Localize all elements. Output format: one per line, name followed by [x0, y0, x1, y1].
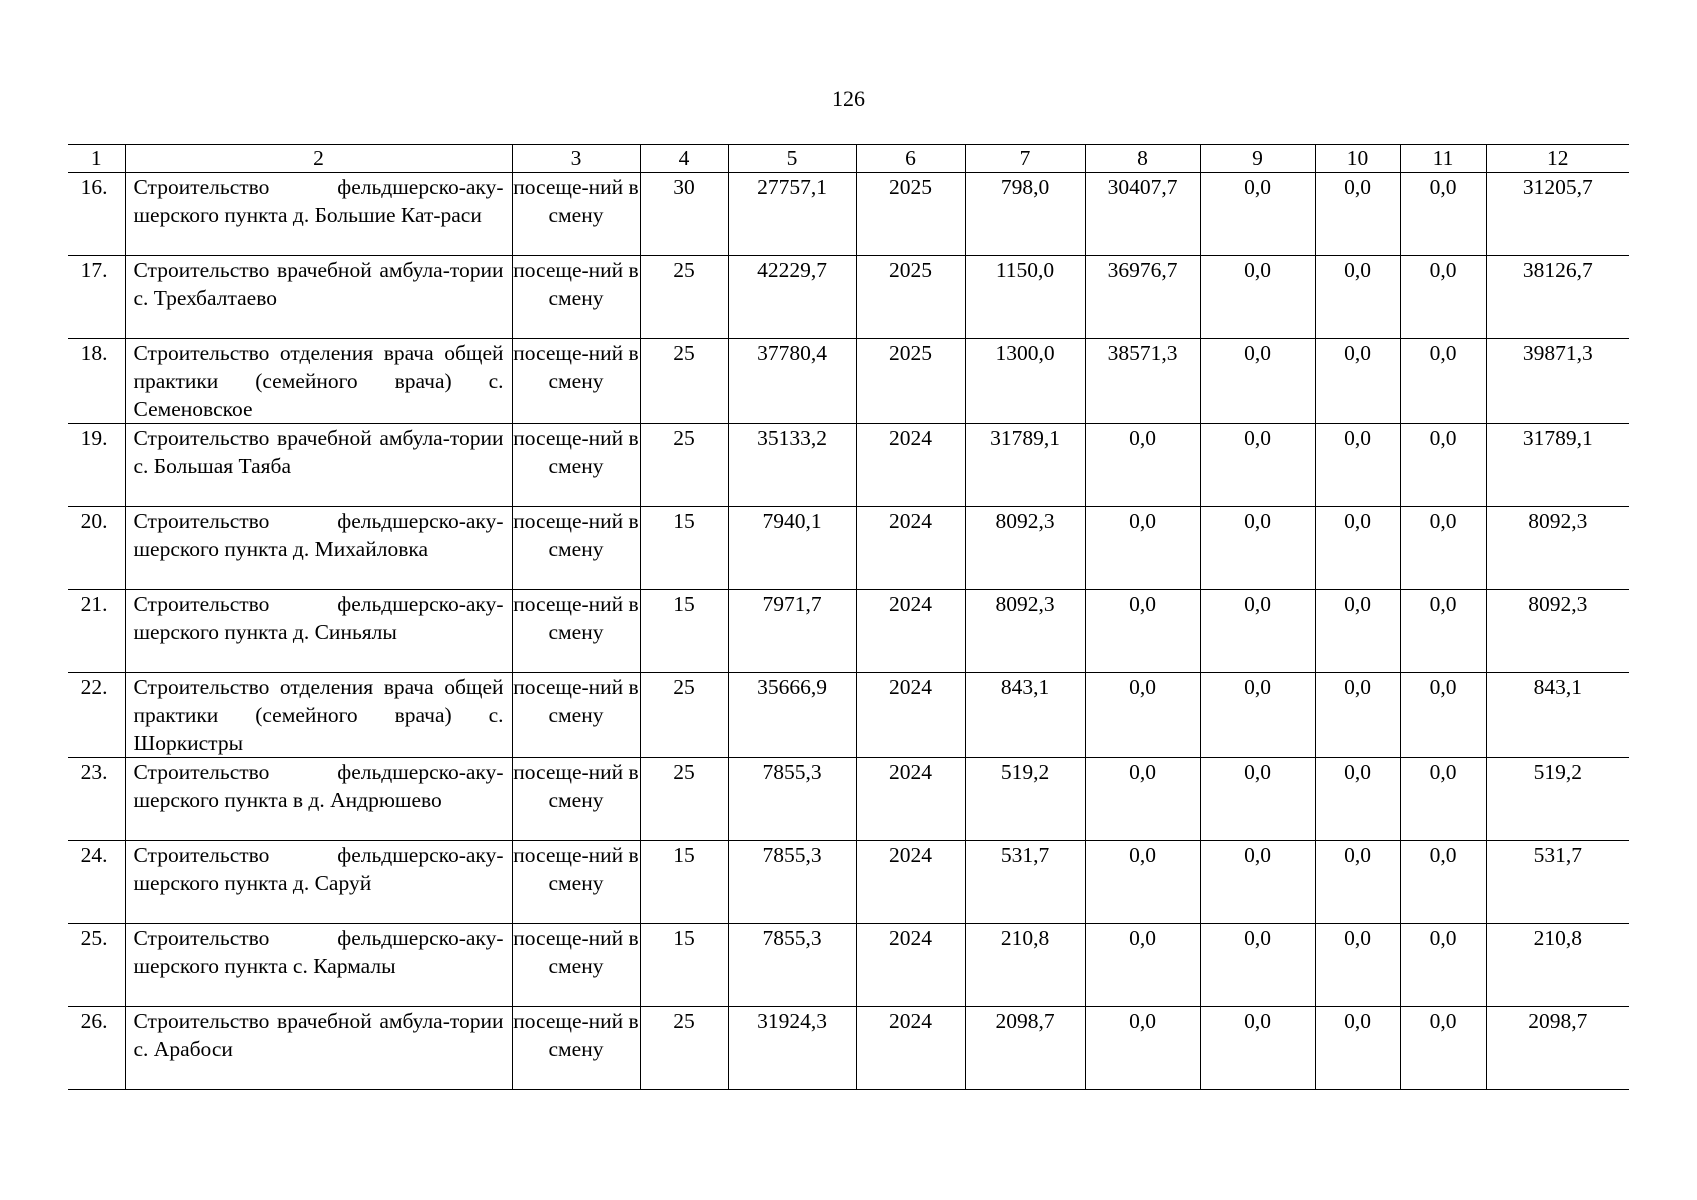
cell-col-9: 0,0	[1200, 173, 1315, 256]
cell-col-12: 39871,3	[1486, 339, 1629, 424]
cell-col-11: 0,0	[1400, 1007, 1486, 1090]
cell-col-7: 798,0	[965, 173, 1085, 256]
cell-col-9: 0,0	[1200, 673, 1315, 758]
cell-col-12: 210,8	[1486, 924, 1629, 1007]
column-header: 7	[965, 145, 1085, 173]
table-row	[68, 507, 1629, 590]
cell-col-11: 0,0	[1400, 339, 1486, 424]
cell-col-6: 2024	[856, 841, 965, 924]
project-name: Строительство врачебной амбула-тории с. Арабоси	[125, 1007, 512, 1090]
capacity-value: 25	[640, 339, 728, 424]
cell-col-12: 8092,3	[1486, 590, 1629, 673]
cell-col-6: 2025	[856, 173, 965, 256]
cell-col-9: 0,0	[1200, 758, 1315, 841]
column-header: 11	[1400, 145, 1486, 173]
cell-col-9: 0,0	[1200, 339, 1315, 424]
row-number: 21.	[68, 590, 125, 673]
project-name: Строительство врачебной амбула-тории с. Трехбалтаево	[125, 256, 512, 339]
cell-col-7: 2098,7	[965, 1007, 1085, 1090]
cell-col-6: 2025	[856, 256, 965, 339]
project-name: Строительство врачебной амбула-тории с. Большая Таяба	[125, 424, 512, 507]
page-number: 126	[832, 86, 865, 111]
cell-col-8: 36976,7	[1085, 256, 1200, 339]
cell-col-5: 7971,7	[728, 590, 856, 673]
cell-col-5: 31924,3	[728, 1007, 856, 1090]
cell-col-8: 0,0	[1085, 758, 1200, 841]
capacity-value: 25	[640, 673, 728, 758]
cell-col-5: 7855,3	[728, 841, 856, 924]
cell-col-10: 0,0	[1315, 339, 1400, 424]
cell-col-7: 843,1	[965, 673, 1085, 758]
cell-col-7: 1300,0	[965, 339, 1085, 424]
project-name: Строительство фельдшерско-аку-шерского пункта с. Кармалы	[125, 924, 512, 1007]
cell-col-12: 2098,7	[1486, 1007, 1629, 1090]
cell-col-12: 843,1	[1486, 673, 1629, 758]
cell-col-8: 0,0	[1085, 1007, 1200, 1090]
cell-col-10: 0,0	[1315, 590, 1400, 673]
row-number: 16.	[68, 173, 125, 256]
cell-col-8: 0,0	[1085, 424, 1200, 507]
cell-col-5: 35133,2	[728, 424, 856, 507]
cell-col-6: 2024	[856, 1007, 965, 1090]
cell-col-6: 2024	[856, 507, 965, 590]
cell-col-10: 0,0	[1315, 841, 1400, 924]
header-row	[68, 145, 1629, 173]
table-row	[68, 424, 1629, 507]
capacity-unit: посеще-ний в смену	[512, 758, 640, 841]
capacity-value: 15	[640, 924, 728, 1007]
project-name: Строительство фельдшерско-аку-шерского пункта д. Большие Кат-раси	[125, 173, 512, 256]
table-row	[68, 673, 1629, 758]
table-row	[68, 256, 1629, 339]
row-number: 22.	[68, 673, 125, 758]
cell-col-8: 0,0	[1085, 673, 1200, 758]
column-header: 5	[728, 145, 856, 173]
capacity-value: 25	[640, 256, 728, 339]
cell-col-9: 0,0	[1200, 590, 1315, 673]
cell-col-11: 0,0	[1400, 424, 1486, 507]
capacity-unit: посеще-ний в смену	[512, 339, 640, 424]
table-row	[68, 173, 1629, 256]
capacity-value: 25	[640, 1007, 728, 1090]
project-name: Строительство фельдшерско-аку-шерского пункта д. Михайловка	[125, 507, 512, 590]
cell-col-9: 0,0	[1200, 424, 1315, 507]
cell-col-6: 2024	[856, 424, 965, 507]
row-number: 23.	[68, 758, 125, 841]
cell-col-10: 0,0	[1315, 256, 1400, 339]
cell-col-5: 35666,9	[728, 673, 856, 758]
cell-col-8: 38571,3	[1085, 339, 1200, 424]
cell-col-11: 0,0	[1400, 173, 1486, 256]
cell-col-12: 8092,3	[1486, 507, 1629, 590]
cell-col-10: 0,0	[1315, 1007, 1400, 1090]
cell-col-10: 0,0	[1315, 424, 1400, 507]
cell-col-7: 210,8	[965, 924, 1085, 1007]
cell-col-11: 0,0	[1400, 758, 1486, 841]
cell-col-7: 31789,1	[965, 424, 1085, 507]
column-header: 1	[68, 145, 125, 173]
capacity-value: 15	[640, 841, 728, 924]
row-number: 24.	[68, 841, 125, 924]
capacity-unit: посеще-ний в смену	[512, 924, 640, 1007]
capacity-unit: посеще-ний в смену	[512, 673, 640, 758]
cell-col-8: 30407,7	[1085, 173, 1200, 256]
cell-col-8: 0,0	[1085, 507, 1200, 590]
cell-col-7: 519,2	[965, 758, 1085, 841]
cell-col-8: 0,0	[1085, 841, 1200, 924]
cell-col-7: 8092,3	[965, 590, 1085, 673]
cell-col-11: 0,0	[1400, 256, 1486, 339]
cell-col-11: 0,0	[1400, 590, 1486, 673]
cell-col-10: 0,0	[1315, 758, 1400, 841]
cell-col-9: 0,0	[1200, 841, 1315, 924]
construction-table	[68, 144, 1629, 1090]
column-header: 2	[125, 145, 512, 173]
capacity-unit: посеще-ний в смену	[512, 841, 640, 924]
cell-col-8: 0,0	[1085, 924, 1200, 1007]
column-header: 12	[1486, 145, 1629, 173]
cell-col-12: 519,2	[1486, 758, 1629, 841]
cell-col-5: 42229,7	[728, 256, 856, 339]
cell-col-11: 0,0	[1400, 507, 1486, 590]
cell-col-9: 0,0	[1200, 1007, 1315, 1090]
capacity-unit: посеще-ний в смену	[512, 1007, 640, 1090]
cell-col-11: 0,0	[1400, 924, 1486, 1007]
table-row	[68, 758, 1629, 841]
cell-col-6: 2024	[856, 924, 965, 1007]
row-number: 25.	[68, 924, 125, 1007]
row-number: 17.	[68, 256, 125, 339]
capacity-unit: посеще-ний в смену	[512, 173, 640, 256]
cell-col-6: 2025	[856, 339, 965, 424]
capacity-unit: посеще-ний в смену	[512, 424, 640, 507]
column-header: 3	[512, 145, 640, 173]
cell-col-9: 0,0	[1200, 507, 1315, 590]
cell-col-12: 38126,7	[1486, 256, 1629, 339]
cell-col-6: 2024	[856, 590, 965, 673]
cell-col-12: 531,7	[1486, 841, 1629, 924]
capacity-value: 30	[640, 173, 728, 256]
table-row	[68, 1007, 1629, 1090]
table-row	[68, 924, 1629, 1007]
project-name: Строительство отделения врача общей практики (семейного врача) с. Семеновское	[125, 339, 512, 424]
capacity-value: 25	[640, 424, 728, 507]
cell-col-7: 531,7	[965, 841, 1085, 924]
capacity-value: 15	[640, 507, 728, 590]
row-number: 26.	[68, 1007, 125, 1090]
cell-col-7: 1150,0	[965, 256, 1085, 339]
project-name: Строительство фельдшерско-аку-шерского пункта в д. Андрюшево	[125, 758, 512, 841]
column-header: 8	[1085, 145, 1200, 173]
capacity-unit: посеще-ний в смену	[512, 590, 640, 673]
capacity-value: 15	[640, 590, 728, 673]
cell-col-10: 0,0	[1315, 673, 1400, 758]
cell-col-10: 0,0	[1315, 507, 1400, 590]
table-row	[68, 590, 1629, 673]
cell-col-9: 0,0	[1200, 924, 1315, 1007]
cell-col-9: 0,0	[1200, 256, 1315, 339]
cell-col-11: 0,0	[1400, 673, 1486, 758]
capacity-unit: посеще-ний в смену	[512, 507, 640, 590]
cell-col-11: 0,0	[1400, 841, 1486, 924]
row-number: 19.	[68, 424, 125, 507]
cell-col-6: 2024	[856, 758, 965, 841]
cell-col-12: 31789,1	[1486, 424, 1629, 507]
cell-col-8: 0,0	[1085, 590, 1200, 673]
capacity-value: 25	[640, 758, 728, 841]
row-number: 20.	[68, 507, 125, 590]
cell-col-10: 0,0	[1315, 173, 1400, 256]
cell-col-12: 31205,7	[1486, 173, 1629, 256]
table-row	[68, 841, 1629, 924]
cell-col-10: 0,0	[1315, 924, 1400, 1007]
project-name: Строительство фельдшерско-аку-шерского пункта д. Синьялы	[125, 590, 512, 673]
capacity-unit: посеще-ний в смену	[512, 256, 640, 339]
cell-col-5: 27757,1	[728, 173, 856, 256]
table-body	[68, 173, 1629, 1090]
table-row	[68, 339, 1629, 424]
row-number: 18.	[68, 339, 125, 424]
column-header: 6	[856, 145, 965, 173]
column-header: 10	[1315, 145, 1400, 173]
column-header: 9	[1200, 145, 1315, 173]
project-name: Строительство отделения врача общей практики (семейного врача) с. Шоркистры	[125, 673, 512, 758]
cell-col-5: 7855,3	[728, 924, 856, 1007]
cell-col-6: 2024	[856, 673, 965, 758]
project-name: Строительство фельдшерско-аку-шерского пункта д. Саруй	[125, 841, 512, 924]
column-header: 4	[640, 145, 728, 173]
cell-col-5: 7940,1	[728, 507, 856, 590]
cell-col-5: 37780,4	[728, 339, 856, 424]
cell-col-5: 7855,3	[728, 758, 856, 841]
cell-col-7: 8092,3	[965, 507, 1085, 590]
